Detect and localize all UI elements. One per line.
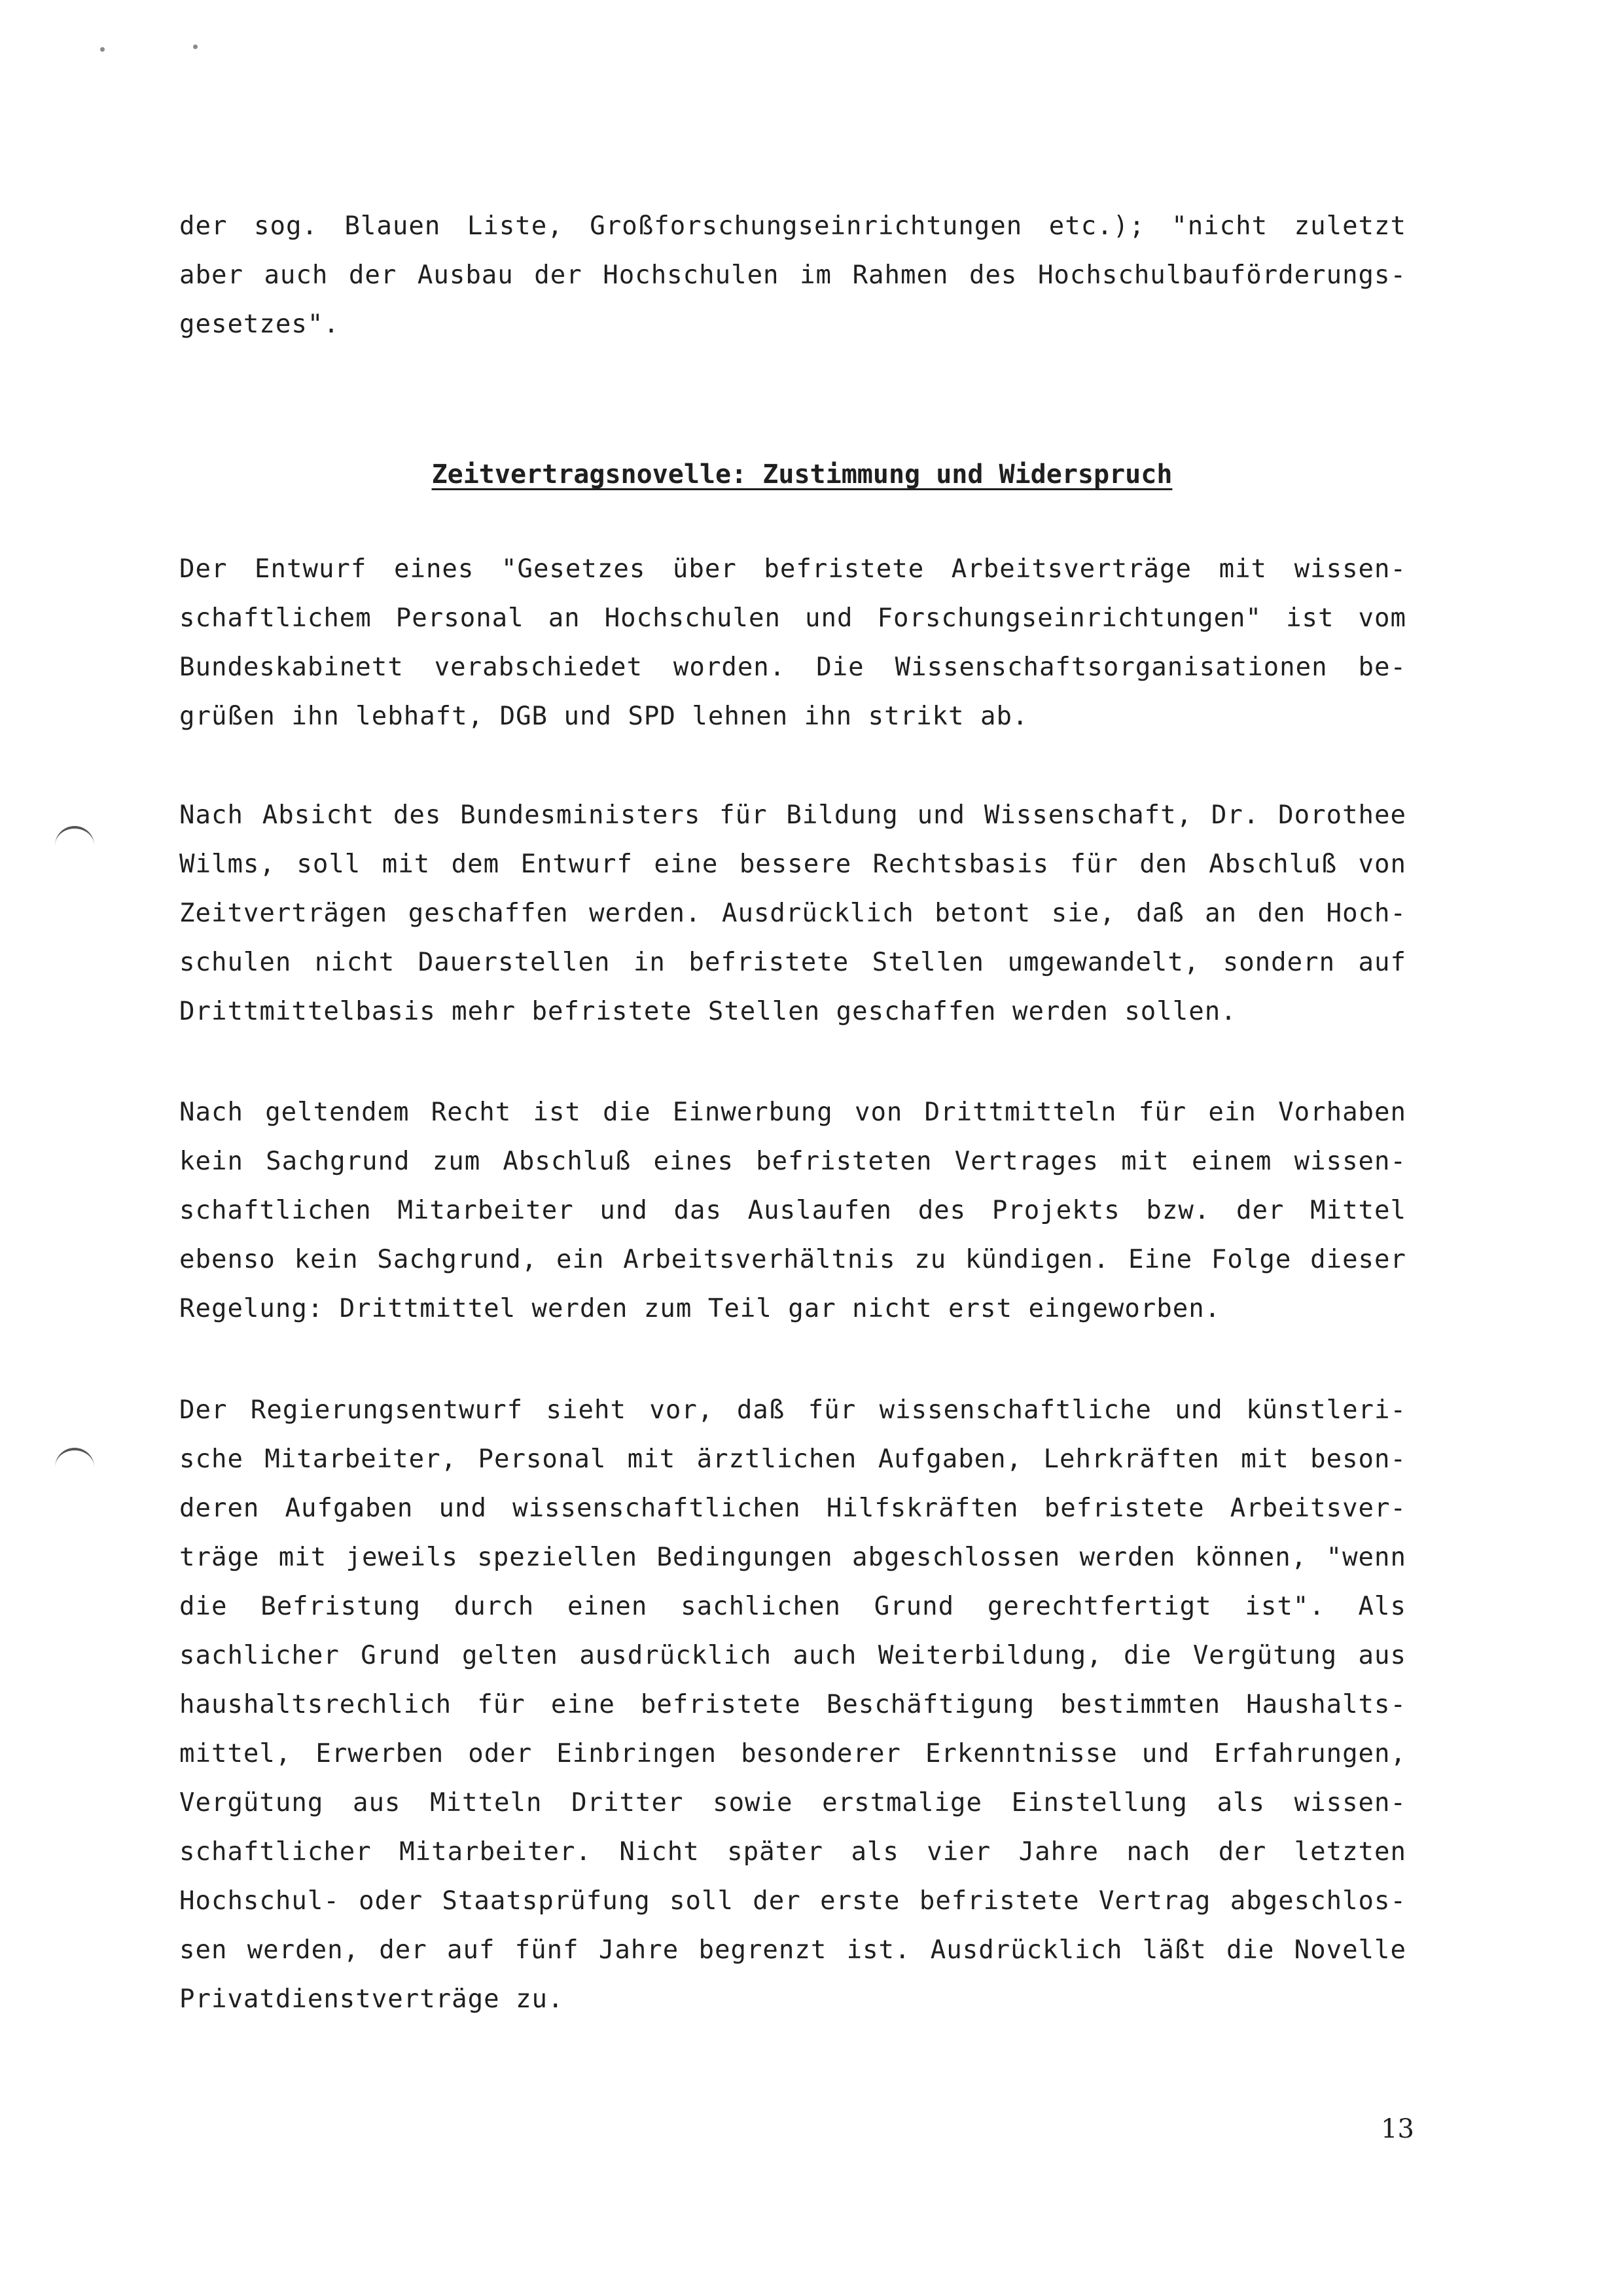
intro-paragraph: der sog. Blauen Liste, Großforschungseinrichtungen etc.); "nicht zuletzt aber auch der Ausbau der Hochschulen im Rahmen des Hochschulbauförderungs-gesetzes". [179,211,1406,339]
paragraph-minister-intent: Nach Absicht des Bundesministers für Bildung und Wissenschaft, Dr. Dorothee Wilms, soll mit dem Entwurf eine bessere Rechtsbasis für den Abschluß von Zeitverträgen geschaffen werden. Ausdrücklich betont sie, daß an den Hoch-schulen nicht Dauerstellen in befristete Stellen umgewandelt, sondern auf Drittmittelbasis mehr befristete Stellen geschaffen werden sollen. [179,800,1406,1026]
paragraph-current-law: Nach geltendem Recht ist die Einwerbung von Drittmitteln für ein Vorhaben kein Sachgrund zum Abschluß eines befristeten Vertrages mit einem wissen-schaftlichen Mitarbeiter und das Auslaufen des Projekts bzw. der Mittel ebenso kein Sachgrund, ein Arbeitsverhältnis zu kündigen. Eine Folge dieser Regelung: Drittmittel werden zum Teil gar nicht erst eingeworben. [179,1098,1406,1323]
paragraph-government-draft: Der Regierungsentwurf sieht vor, daß für wissenschaftliche und künstleri-sche Mitarbeiter, Personal mit ärztlichen Aufgaben, Lehrkräften mit beson-deren Aufgaben und wissenschaftlichen Hilfskräften befristete Arbeitsver-träge mit jeweils speziellen Bedingungen abgeschlossen werden können, "wenn die Befristung durch einen sachlichen Grund gerechtfertigt ist". Als sachlicher Grund gelten ausdrücklich auch Weiterbildung, die Vergütung aus haushaltsrechlich für eine befristete Beschäftigung bestimmten Haushalts-mittel, Erwerben oder Einbringen besonderer Erkenntnisse und Erfahrungen, Vergütung aus Mitteln Dritter sowie erstmalige Einstellung als wissen-schaftlicher Mitarbeiter. Nicht später als vier Jahre nach der letzten Hochschul- oder Staatsprüfung soll der erste befristete Vertrag abgeschlos-sen werden, der auf fünf Jahre begrenzt ist. Ausdrücklich läßt die Novelle Privatdienstverträge zu. [179,1395,1406,2014]
scan-speck [100,47,105,52]
paragraph-draft-law: Der Entwurf eines "Gesetzes über befristete Arbeitsverträge mit wissen-schaftlichem Personal an Hochschulen und Forschungseinrichtungen" ist vom Bundeskabinett verabschiedet worden. Die Wissenschaftsorganisationen be-grüßen ihn lebhaft, DGB und SPD lehnen ihn strikt ab. [179,554,1406,731]
punch-hole-mark [55,1448,94,1467]
punch-hole-mark [55,826,94,846]
section-heading: Zeitvertragsnovelle: Zustimmung und Widerspruch [431,459,1173,490]
scan-speck [193,45,198,49]
page-number: 13 [1381,2114,1414,2144]
